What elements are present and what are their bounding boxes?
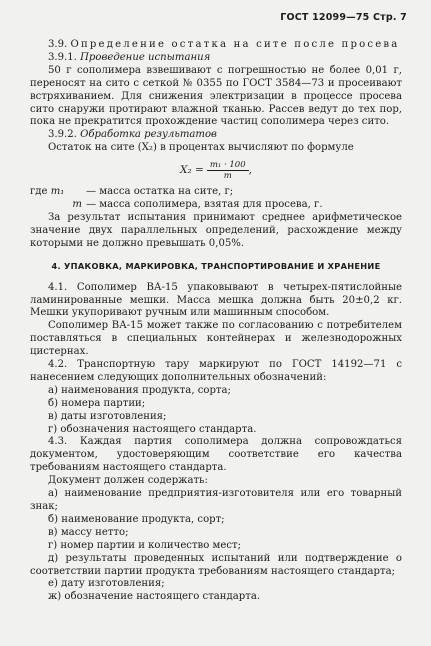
variable-definition — [30, 186, 402, 199]
list-item: в) даты изготовления; — [48, 410, 167, 422]
formula-lhs: X₂ = — [180, 164, 204, 177]
list-item: д) результаты проведенных испытаний или подтверждение о соответствии партии продукта требованиям настоящего стандарта; — [30, 552, 402, 577]
list-item: а) наименования продукта, сорта; — [48, 384, 231, 396]
list-item: г) номер партии и количество мест; — [48, 539, 241, 551]
variable-description: — масса остатка на сите, г; — [86, 186, 234, 198]
section-number: 3.9. — [48, 39, 68, 50]
list-item: ж) обозначение настоящего стандарта. — [48, 591, 261, 603]
page-header: ГОСТ 12099—75 Стр. 7 — [280, 12, 407, 23]
subsection-3-9-2-heading — [30, 129, 402, 142]
list-item: б) наименование продукта, сорт; — [48, 513, 225, 525]
variable-definition — [30, 199, 402, 212]
variable-symbol: m — [72, 199, 82, 211]
section-4-heading: 4. УПАКОВКА, МАРКИРОВКА, ТРАНСПОРТИРОВАНИЕ И ХРАНЕНИЕ — [51, 260, 381, 271]
section-title: Проведение испытания — [80, 51, 211, 63]
list-item: б) номера партии; — [48, 397, 146, 409]
section-number: 3.9.1. — [48, 51, 77, 63]
result-paragraph: За результат испытания принимают среднее арифметическое значение двух параллельных определений, расхождение между которыми не должно превышать 0,05%. — [30, 211, 402, 249]
list-item: е) дату изготовления; — [48, 578, 165, 590]
paragraph-4-3-b: Документ должен содержать: — [48, 475, 208, 487]
formula — [30, 157, 402, 184]
where-prefix: где — [30, 186, 48, 198]
paragraph-4-2: 4.2. Транспортную тару маркируют по ГОСТ 14192—71 с нанесением следующих дополнительных обозначений: — [30, 359, 402, 383]
formula-numerator: m₁ · 100 — [207, 160, 249, 171]
list-item: в) массу нетто; — [48, 526, 129, 538]
formula-fraction — [207, 160, 249, 181]
paragraph-3-9-2: Остаток на сите (X₂) в процентах вычисляют по формуле — [48, 142, 354, 154]
variable-symbol: m₁ — [50, 186, 65, 198]
paragraph-4-1-b: Сополимер ВА-15 может также по согласованию с потребителем поставляться в специальных контейнерах и железнодорожных цистернах. — [30, 320, 402, 358]
list-item: а) наименование предприятия-изготовителя или его товарный знак; — [30, 488, 402, 512]
formula-tail: , — [248, 164, 252, 177]
formula-denominator: m — [223, 171, 232, 182]
section-number: 3.9.2. — [48, 129, 77, 141]
paragraph-3-9-1: 50 г сополимера взвешивают с погрешностью не более 0,01 г, переносят на сито с сеткой № 0355 по ГОСТ 3584—73 и просеивают встряхиванием. Для снижения электризации в процессе просева сито снаружи протирают влажной тканью. Рассев ведут до тех пор, пока не прекратится прохождение частиц сополимера через сито. — [30, 64, 402, 128]
subsection-3-9-1-heading — [30, 52, 402, 65]
paragraph-4-3: 4.3. Каждая партия сополимера должна сопровождаться документом, удостоверяющим соответствие его качества требованиям настоящего стандарта. — [30, 436, 402, 474]
section-title: Обработка результатов — [80, 129, 217, 141]
page-content — [30, 39, 402, 604]
section-3-9-heading — [30, 39, 402, 52]
section-title: Определение остатка на сите после просева — [70, 39, 400, 50]
variable-description: — масса сополимера, взятая для просева, г. — [86, 199, 323, 211]
list-item: г) обозначения настоящего стандарта. — [48, 423, 257, 435]
paragraph-4-1: 4.1. Сополимер ВА-15 упаковывают в четырех-пятислойные ламинированные мешки. Масса мешка должна быть 20±0,2 кг. Мешки укупоривают ручным или машинным способом. — [30, 281, 402, 319]
